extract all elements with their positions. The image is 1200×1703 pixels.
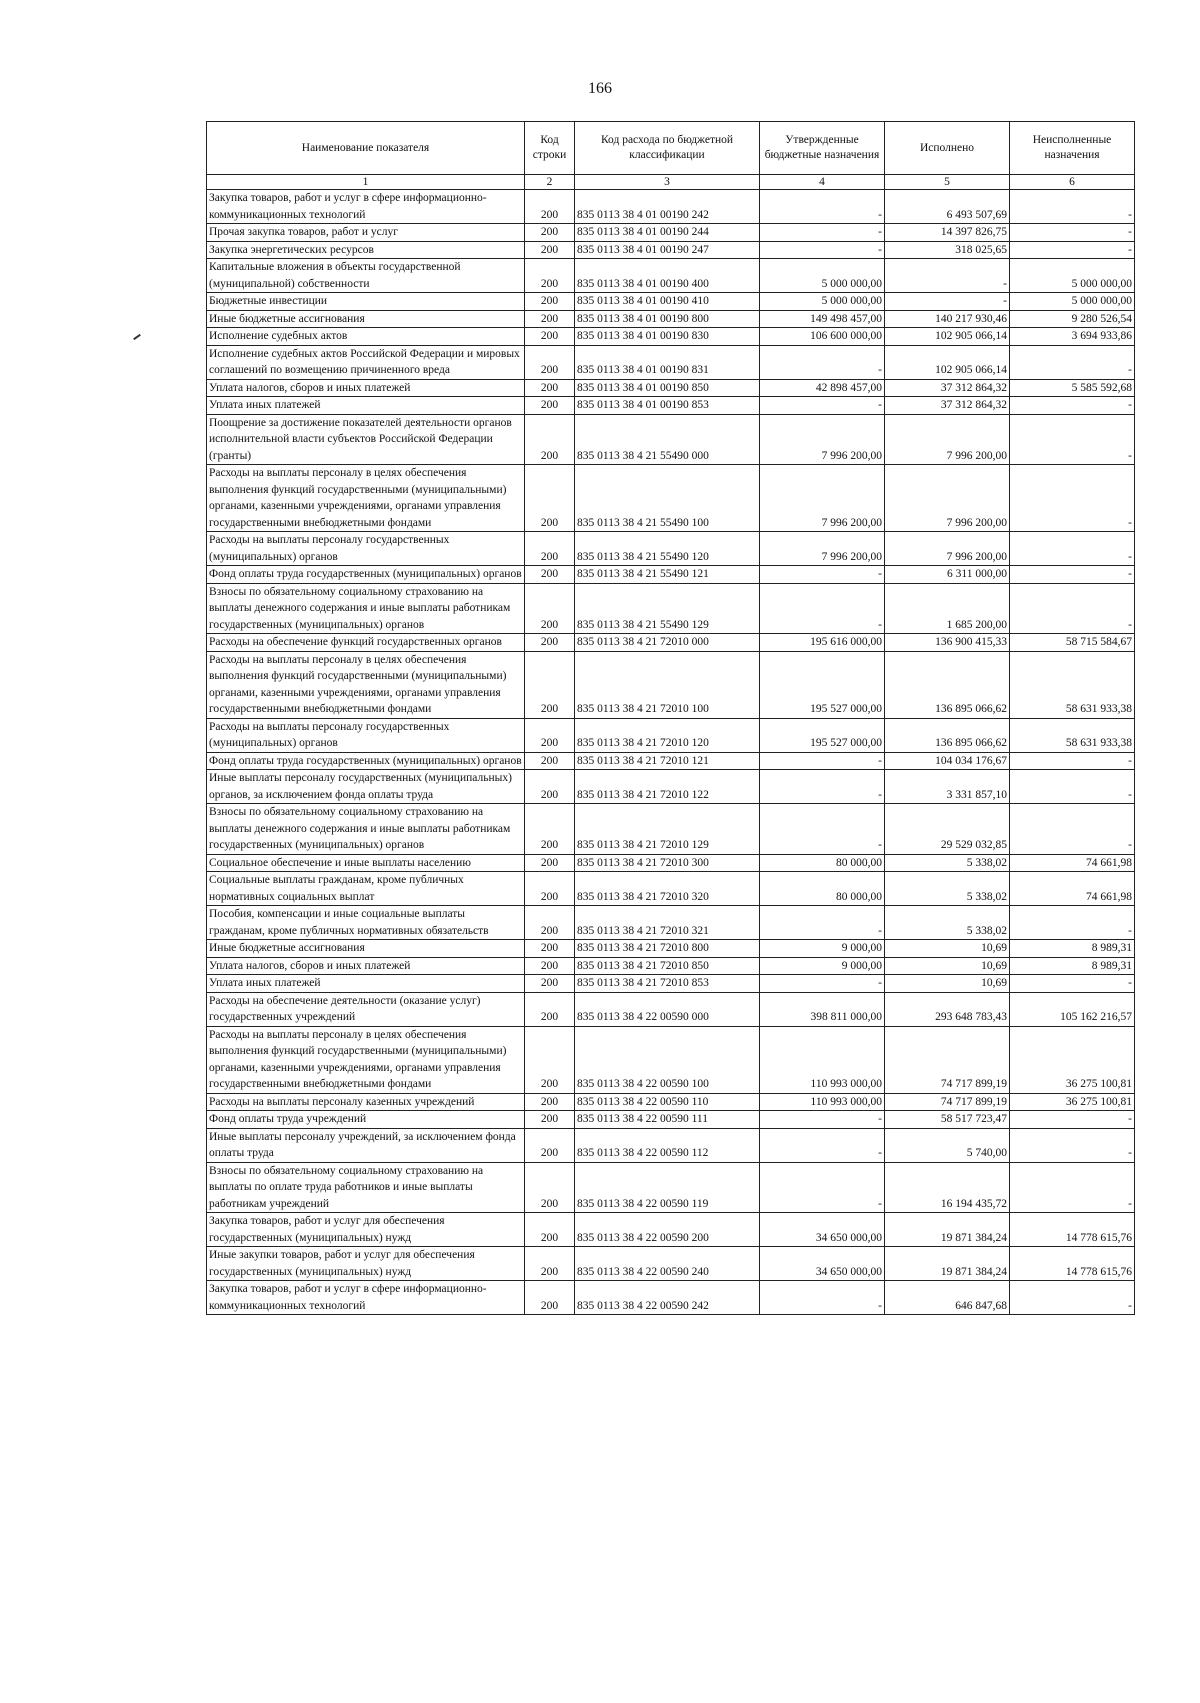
executed-amount: 37 312 864,32 (885, 379, 1010, 397)
approved-amount: 9 000,00 (760, 940, 885, 958)
indicator-name: Уплата иных платежей (207, 397, 525, 415)
indicator-name: Уплата иных платежей (207, 975, 525, 993)
executed-amount: 10,69 (885, 975, 1010, 993)
line-code: 200 (525, 259, 575, 293)
unexecuted-amount: - (1010, 345, 1135, 379)
executed-amount: 5 740,00 (885, 1128, 1010, 1162)
column-number: 5 (885, 175, 1010, 190)
expense-code: 835 0113 38 4 22 00590 112 (575, 1128, 760, 1162)
executed-amount: 5 338,02 (885, 872, 1010, 906)
unexecuted-amount: - (1010, 1281, 1135, 1315)
unexecuted-amount: 5 585 592,68 (1010, 379, 1135, 397)
table-header-row (207, 122, 1135, 175)
unexecuted-amount: 105 162 216,57 (1010, 992, 1135, 1026)
expense-code: 835 0113 38 4 22 00590 110 (575, 1093, 760, 1111)
executed-amount: 5 338,02 (885, 854, 1010, 872)
expense-code: 835 0113 38 4 21 55490 121 (575, 566, 760, 584)
unexecuted-amount: 5 000 000,00 (1010, 259, 1135, 293)
approved-amount: - (760, 752, 885, 770)
table-row (207, 532, 1135, 566)
line-code: 200 (525, 310, 575, 328)
table-row (207, 310, 1135, 328)
column-number: 1 (207, 175, 525, 190)
table-row (207, 414, 1135, 465)
unexecuted-amount: 14 778 615,76 (1010, 1247, 1135, 1281)
expense-code: 835 0113 38 4 21 72010 121 (575, 752, 760, 770)
unexecuted-amount: - (1010, 566, 1135, 584)
indicator-name: Иные бюджетные ассигнования (207, 940, 525, 958)
table-row (207, 804, 1135, 855)
executed-amount: 14 397 826,75 (885, 224, 1010, 242)
line-code: 200 (525, 465, 575, 532)
approved-amount: 110 993 000,00 (760, 1093, 885, 1111)
approved-amount: - (760, 1111, 885, 1129)
indicator-name: Социальное обеспечение и иные выплаты населению (207, 854, 525, 872)
table-row (207, 651, 1135, 718)
header-expense-code: Код расхода по бюджетной классификации (575, 122, 760, 175)
line-code: 200 (525, 1026, 575, 1093)
approved-amount: 34 650 000,00 (760, 1247, 885, 1281)
approved-amount: 195 527 000,00 (760, 651, 885, 718)
table-row (207, 1281, 1135, 1315)
expense-code: 835 0113 38 4 01 00190 830 (575, 328, 760, 346)
table-row (207, 906, 1135, 940)
line-code: 200 (525, 1213, 575, 1247)
indicator-name: Расходы на выплаты персоналу в целях обеспечения выполнения функций государственными (муниципальными) органами, казенными учреждениями, органами управления государственными внебюджетными фондами (207, 1026, 525, 1093)
expense-code: 835 0113 38 4 21 72010 321 (575, 906, 760, 940)
expense-code: 835 0113 38 4 22 00590 100 (575, 1026, 760, 1093)
unexecuted-amount: - (1010, 241, 1135, 259)
line-code: 200 (525, 1128, 575, 1162)
indicator-name: Иные закупки товаров, работ и услуг для обеспечения государственных (муниципальных) нужд (207, 1247, 525, 1281)
indicator-name: Капитальные вложения в объекты государственной (муниципальной) собственности (207, 259, 525, 293)
expense-code: 835 0113 38 4 01 00190 247 (575, 241, 760, 259)
table-row (207, 1026, 1135, 1093)
executed-amount: 7 996 200,00 (885, 414, 1010, 465)
expense-code: 835 0113 38 4 21 72010 129 (575, 804, 760, 855)
approved-amount: 195 527 000,00 (760, 718, 885, 752)
header-line-code: Код строки (525, 122, 575, 175)
line-code: 200 (525, 634, 575, 652)
table-row (207, 379, 1135, 397)
expense-code: 835 0113 38 4 22 00590 119 (575, 1162, 760, 1213)
line-code: 200 (525, 345, 575, 379)
indicator-name: Закупка товаров, работ и услуг в сфере информационно-коммуникационных технологий (207, 190, 525, 224)
line-code: 200 (525, 770, 575, 804)
expense-code: 835 0113 38 4 21 55490 100 (575, 465, 760, 532)
approved-amount: 7 996 200,00 (760, 532, 885, 566)
line-code: 200 (525, 957, 575, 975)
approved-amount: - (760, 241, 885, 259)
table-row (207, 1213, 1135, 1247)
line-code: 200 (525, 566, 575, 584)
unexecuted-amount: 5 000 000,00 (1010, 293, 1135, 311)
line-code: 200 (525, 1247, 575, 1281)
unexecuted-amount: - (1010, 465, 1135, 532)
unexecuted-amount: - (1010, 397, 1135, 415)
executed-amount: 136 895 066,62 (885, 651, 1010, 718)
executed-amount: 102 905 066,14 (885, 345, 1010, 379)
header-approved: Утвержденные бюджетные назначения (760, 122, 885, 175)
unexecuted-amount: - (1010, 752, 1135, 770)
unexecuted-amount: 8 989,31 (1010, 957, 1135, 975)
expense-code: 835 0113 38 4 22 00590 200 (575, 1213, 760, 1247)
unexecuted-amount: - (1010, 1162, 1135, 1213)
unexecuted-amount: - (1010, 975, 1135, 993)
table-row (207, 397, 1135, 415)
line-code: 200 (525, 906, 575, 940)
executed-amount: 1 685 200,00 (885, 583, 1010, 634)
table-row (207, 328, 1135, 346)
table-row (207, 992, 1135, 1026)
table-body (207, 190, 1135, 1315)
indicator-name: Взносы по обязательному социальному страхованию на выплаты денежного содержания и иные выплаты работникам государственных (муниципальных) органов (207, 583, 525, 634)
indicator-name: Исполнение судебных актов (207, 328, 525, 346)
unexecuted-amount: 74 661,98 (1010, 854, 1135, 872)
line-code: 200 (525, 379, 575, 397)
approved-amount: - (760, 1281, 885, 1315)
line-code: 200 (525, 992, 575, 1026)
indicator-name: Расходы на выплаты персоналу в целях обеспечения выполнения функций государственными (муниципальными) органами, казенными учреждениями, органами управления государственными внебюджетными фондами (207, 651, 525, 718)
approved-amount: - (760, 770, 885, 804)
executed-amount: 6 311 000,00 (885, 566, 1010, 584)
line-code: 200 (525, 940, 575, 958)
executed-amount: 140 217 930,46 (885, 310, 1010, 328)
indicator-name: Фонд оплаты труда государственных (муниципальных) органов (207, 752, 525, 770)
table-row (207, 854, 1135, 872)
approved-amount: - (760, 1162, 885, 1213)
approved-amount: 195 616 000,00 (760, 634, 885, 652)
header-executed: Исполнено (885, 122, 1010, 175)
indicator-name: Социальные выплаты гражданам, кроме публичных нормативных социальных выплат (207, 872, 525, 906)
approved-amount: 106 600 000,00 (760, 328, 885, 346)
executed-amount: 74 717 899,19 (885, 1026, 1010, 1093)
unexecuted-amount: - (1010, 224, 1135, 242)
table-row (207, 940, 1135, 958)
unexecuted-amount: - (1010, 906, 1135, 940)
indicator-name: Расходы на выплаты персоналу государственных (муниципальных) органов (207, 718, 525, 752)
line-code: 200 (525, 241, 575, 259)
line-code: 200 (525, 328, 575, 346)
unexecuted-amount: 58 631 933,38 (1010, 651, 1135, 718)
approved-amount: 80 000,00 (760, 872, 885, 906)
unexecuted-amount: - (1010, 1128, 1135, 1162)
indicator-name: Взносы по обязательному социальному страхованию на выплаты денежного содержания и иные выплаты работникам государственных (муниципальных) органов (207, 804, 525, 855)
table-row (207, 1093, 1135, 1111)
unexecuted-amount: 8 989,31 (1010, 940, 1135, 958)
expense-code: 835 0113 38 4 21 72010 800 (575, 940, 760, 958)
approved-amount: - (760, 190, 885, 224)
line-code: 200 (525, 1281, 575, 1315)
table-row (207, 1128, 1135, 1162)
expense-code: 835 0113 38 4 01 00190 850 (575, 379, 760, 397)
expense-code: 835 0113 38 4 21 72010 300 (575, 854, 760, 872)
approved-amount: - (760, 583, 885, 634)
indicator-name: Иные выплаты персоналу учреждений, за исключением фонда оплаты труда (207, 1128, 525, 1162)
line-code: 200 (525, 397, 575, 415)
table-row (207, 566, 1135, 584)
executed-amount: 7 996 200,00 (885, 465, 1010, 532)
indicator-name: Иные бюджетные ассигнования (207, 310, 525, 328)
expense-code: 835 0113 38 4 21 55490 120 (575, 532, 760, 566)
table-row (207, 241, 1135, 259)
column-number: 4 (760, 175, 885, 190)
expense-code: 835 0113 38 4 21 72010 120 (575, 718, 760, 752)
line-code: 200 (525, 804, 575, 855)
indicator-name: Фонд оплаты труда государственных (муниципальных) органов (207, 566, 525, 584)
unexecuted-amount: - (1010, 1111, 1135, 1129)
approved-amount: 149 498 457,00 (760, 310, 885, 328)
column-number: 6 (1010, 175, 1135, 190)
executed-amount: 29 529 032,85 (885, 804, 1010, 855)
budget-execution-table (206, 121, 1135, 1315)
unexecuted-amount: - (1010, 190, 1135, 224)
line-code: 200 (525, 293, 575, 311)
line-code: 200 (525, 224, 575, 242)
executed-amount: 7 996 200,00 (885, 532, 1010, 566)
approved-amount: 80 000,00 (760, 854, 885, 872)
column-number-row (207, 175, 1135, 190)
line-code: 200 (525, 752, 575, 770)
indicator-name: Закупка товаров, работ и услуг в сфере информационно-коммуникационных технологий (207, 1281, 525, 1315)
approved-amount: 110 993 000,00 (760, 1026, 885, 1093)
approved-amount: 34 650 000,00 (760, 1213, 885, 1247)
indicator-name: Поощрение за достижение показателей деятельности органов исполнительной власти субъектов Российской Федерации (гранты) (207, 414, 525, 465)
unexecuted-amount: - (1010, 414, 1135, 465)
table-row (207, 718, 1135, 752)
table-row (207, 1111, 1135, 1129)
indicator-name: Взносы по обязательному социальному страхованию на выплаты по оплате труда работников и иные выплаты работникам учреждений (207, 1162, 525, 1213)
indicator-name: Закупка энергетических ресурсов (207, 241, 525, 259)
executed-amount: - (885, 293, 1010, 311)
line-code: 200 (525, 1111, 575, 1129)
indicator-name: Иные выплаты персоналу государственных (муниципальных) органов, за исключением фонда оплаты труда (207, 770, 525, 804)
unexecuted-amount: 36 275 100,81 (1010, 1093, 1135, 1111)
column-number: 3 (575, 175, 760, 190)
expense-code: 835 0113 38 4 01 00190 410 (575, 293, 760, 311)
expense-code: 835 0113 38 4 01 00190 853 (575, 397, 760, 415)
indicator-name: Расходы на обеспечение деятельности (оказание услуг) государственных учреждений (207, 992, 525, 1026)
expense-code: 835 0113 38 4 21 72010 122 (575, 770, 760, 804)
page-number: 166 (588, 80, 612, 97)
indicator-name: Расходы на выплаты персоналу казенных учреждений (207, 1093, 525, 1111)
executed-amount: 293 648 783,43 (885, 992, 1010, 1026)
indicator-name: Прочая закупка товаров, работ и услуг (207, 224, 525, 242)
executed-amount: 5 338,02 (885, 906, 1010, 940)
approved-amount: - (760, 906, 885, 940)
approved-amount: 7 996 200,00 (760, 465, 885, 532)
expense-code: 835 0113 38 4 01 00190 242 (575, 190, 760, 224)
table-row (207, 634, 1135, 652)
line-code: 200 (525, 532, 575, 566)
table-row (207, 1247, 1135, 1281)
executed-amount: 646 847,68 (885, 1281, 1010, 1315)
table-row (207, 465, 1135, 532)
unexecuted-amount: - (1010, 770, 1135, 804)
executed-amount: 318 025,65 (885, 241, 1010, 259)
executed-amount: 74 717 899,19 (885, 1093, 1010, 1111)
line-code: 200 (525, 414, 575, 465)
approved-amount: 398 811 000,00 (760, 992, 885, 1026)
approved-amount: 9 000,00 (760, 957, 885, 975)
approved-amount: 42 898 457,00 (760, 379, 885, 397)
scan-mark (133, 334, 141, 340)
unexecuted-amount: 36 275 100,81 (1010, 1026, 1135, 1093)
expense-code: 835 0113 38 4 21 55490 129 (575, 583, 760, 634)
executed-amount: 10,69 (885, 957, 1010, 975)
line-code: 200 (525, 854, 575, 872)
expense-code: 835 0113 38 4 22 00590 242 (575, 1281, 760, 1315)
unexecuted-amount: - (1010, 804, 1135, 855)
expense-code: 835 0113 38 4 22 00590 000 (575, 992, 760, 1026)
line-code: 200 (525, 1162, 575, 1213)
line-code: 200 (525, 975, 575, 993)
indicator-name: Расходы на выплаты персоналу государственных (муниципальных) органов (207, 532, 525, 566)
indicator-name: Расходы на обеспечение функций государственных органов (207, 634, 525, 652)
executed-amount: 10,69 (885, 940, 1010, 958)
expense-code: 835 0113 38 4 01 00190 400 (575, 259, 760, 293)
header-unexecuted: Неисполненные назначения (1010, 122, 1135, 175)
header-indicator-name: Наименование показателя (207, 122, 525, 175)
indicator-name: Пособия, компенсации и иные социальные выплаты гражданам, кроме публичных нормативных обязательств (207, 906, 525, 940)
approved-amount: - (760, 1128, 885, 1162)
approved-amount: - (760, 345, 885, 379)
line-code: 200 (525, 190, 575, 224)
executed-amount: 104 034 176,67 (885, 752, 1010, 770)
table-row (207, 957, 1135, 975)
table-row (207, 190, 1135, 224)
approved-amount: - (760, 804, 885, 855)
executed-amount: 58 517 723,47 (885, 1111, 1010, 1129)
table-row (207, 872, 1135, 906)
table-row (207, 770, 1135, 804)
indicator-name: Расходы на выплаты персоналу в целях обеспечения выполнения функций государственными (муниципальными) органами, казенными учреждениями, органами управления государственными внебюджетными фондами (207, 465, 525, 532)
indicator-name: Уплата налогов, сборов и иных платежей (207, 379, 525, 397)
executed-amount: 102 905 066,14 (885, 328, 1010, 346)
executed-amount: 3 331 857,10 (885, 770, 1010, 804)
table-row (207, 1162, 1135, 1213)
expense-code: 835 0113 38 4 01 00190 800 (575, 310, 760, 328)
line-code: 200 (525, 872, 575, 906)
executed-amount: 136 895 066,62 (885, 718, 1010, 752)
unexecuted-amount: - (1010, 532, 1135, 566)
line-code: 200 (525, 718, 575, 752)
expense-code: 835 0113 38 4 21 72010 320 (575, 872, 760, 906)
line-code: 200 (525, 583, 575, 634)
unexecuted-amount: 3 694 933,86 (1010, 328, 1135, 346)
approved-amount: - (760, 397, 885, 415)
unexecuted-amount: 58 631 933,38 (1010, 718, 1135, 752)
expense-code: 835 0113 38 4 21 55490 000 (575, 414, 760, 465)
table-row (207, 293, 1135, 311)
table-row (207, 259, 1135, 293)
column-number: 2 (525, 175, 575, 190)
expense-code: 835 0113 38 4 21 72010 853 (575, 975, 760, 993)
indicator-name: Исполнение судебных актов Российской Федерации и мировых соглашений по возмещению причиненного вреда (207, 345, 525, 379)
executed-amount: 19 871 384,24 (885, 1247, 1010, 1281)
approved-amount: 5 000 000,00 (760, 293, 885, 311)
table-row (207, 975, 1135, 993)
approved-amount: - (760, 566, 885, 584)
unexecuted-amount: 14 778 615,76 (1010, 1213, 1135, 1247)
approved-amount: 7 996 200,00 (760, 414, 885, 465)
indicator-name: Бюджетные инвестиции (207, 293, 525, 311)
expense-code: 835 0113 38 4 21 72010 000 (575, 634, 760, 652)
table-row (207, 752, 1135, 770)
line-code: 200 (525, 651, 575, 718)
approved-amount: - (760, 224, 885, 242)
unexecuted-amount: - (1010, 583, 1135, 634)
unexecuted-amount: 58 715 584,67 (1010, 634, 1135, 652)
table-row (207, 583, 1135, 634)
executed-amount: 6 493 507,69 (885, 190, 1010, 224)
expense-code: 835 0113 38 4 22 00590 240 (575, 1247, 760, 1281)
approved-amount: 5 000 000,00 (760, 259, 885, 293)
indicator-name: Уплата налогов, сборов и иных платежей (207, 957, 525, 975)
expense-code: 835 0113 38 4 21 72010 850 (575, 957, 760, 975)
executed-amount: 37 312 864,32 (885, 397, 1010, 415)
unexecuted-amount: 74 661,98 (1010, 872, 1135, 906)
executed-amount: 16 194 435,72 (885, 1162, 1010, 1213)
indicator-name: Закупка товаров, работ и услуг для обеспечения государственных (муниципальных) нужд (207, 1213, 525, 1247)
expense-code: 835 0113 38 4 01 00190 831 (575, 345, 760, 379)
line-code: 200 (525, 1093, 575, 1111)
indicator-name: Фонд оплаты труда учреждений (207, 1111, 525, 1129)
unexecuted-amount: 9 280 526,54 (1010, 310, 1135, 328)
approved-amount: - (760, 975, 885, 993)
executed-amount: 19 871 384,24 (885, 1213, 1010, 1247)
expense-code: 835 0113 38 4 21 72010 100 (575, 651, 760, 718)
table-row (207, 224, 1135, 242)
executed-amount: 136 900 415,33 (885, 634, 1010, 652)
executed-amount: - (885, 259, 1010, 293)
expense-code: 835 0113 38 4 22 00590 111 (575, 1111, 760, 1129)
expense-code: 835 0113 38 4 01 00190 244 (575, 224, 760, 242)
table-row (207, 345, 1135, 379)
